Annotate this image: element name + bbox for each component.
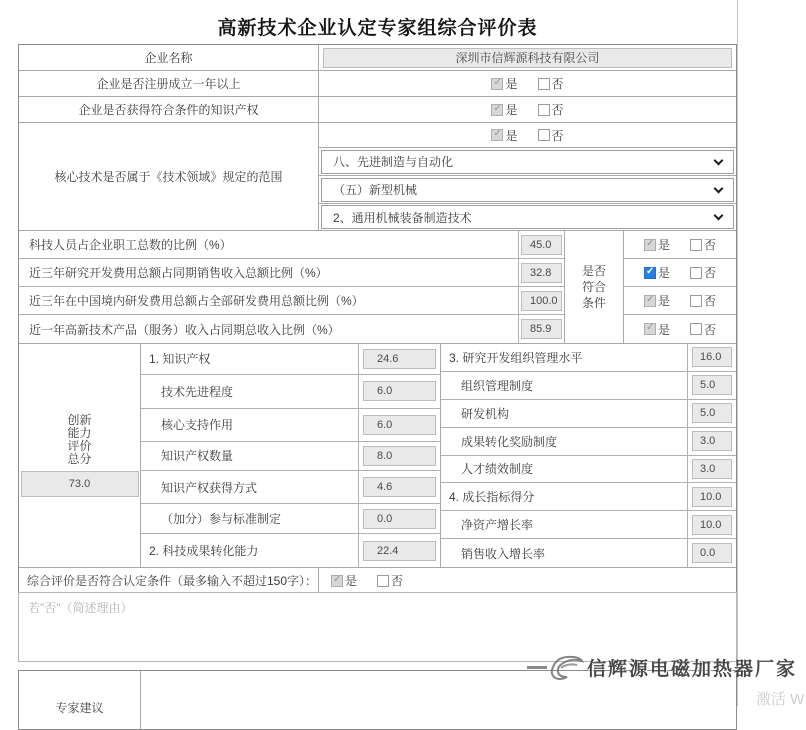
table-row bbox=[19, 97, 736, 123]
score-label: 销售收入增长率 bbox=[441, 539, 688, 567]
yes-checkbox[interactable] bbox=[644, 267, 656, 279]
ratio-value-field: 85.9 bbox=[521, 319, 562, 339]
watermark-dash bbox=[527, 666, 547, 669]
ratio-check-row bbox=[624, 315, 736, 343]
ratio-label: 近一年高新技术产品（服务）收入占同期总收入比例（%） bbox=[29, 322, 340, 337]
score-label: （加分）参与标准制定 bbox=[141, 504, 359, 533]
os-activation-watermark: 激活 W bbox=[756, 691, 805, 708]
yes-checkbox[interactable] bbox=[491, 78, 503, 90]
core-tech-row bbox=[19, 123, 736, 231]
merged-label-line: 符合 bbox=[581, 280, 606, 294]
score-label: 知识产权数量 bbox=[141, 442, 359, 471]
score-value-field: 3.0 bbox=[692, 459, 732, 479]
core-tech-yes-no-group bbox=[319, 127, 736, 144]
no-checkbox[interactable] bbox=[690, 323, 702, 335]
score-row bbox=[441, 400, 736, 428]
tech-field-row-3 bbox=[319, 204, 736, 230]
score-value-field: 22.4 bbox=[363, 541, 436, 561]
company-name-label: 企业名称 bbox=[19, 45, 319, 70]
final-evaluation-cell bbox=[319, 568, 736, 593]
score-value-field: 0.0 bbox=[692, 543, 732, 563]
no-label: 否 bbox=[704, 238, 717, 252]
final-evaluation-row bbox=[19, 568, 736, 593]
yes-label: 是 bbox=[345, 574, 358, 588]
yes-checkbox[interactable] bbox=[331, 575, 343, 587]
total-label-line: 创新 bbox=[67, 413, 92, 427]
final-yes-no-group bbox=[331, 572, 403, 589]
ratio-labels-values bbox=[19, 231, 564, 343]
page-title: 高新技术企业认定专家组综合评价表 bbox=[217, 18, 538, 39]
total-score-value: 73.0 bbox=[21, 471, 139, 497]
ratio-label: 近三年在中国境内研发费用总额占全部研发费用总额比例（%） bbox=[29, 294, 364, 308]
registered-cell bbox=[319, 71, 736, 96]
yes-label: 是 bbox=[505, 103, 518, 117]
no-label: 否 bbox=[704, 266, 717, 280]
tech-field-row-1 bbox=[319, 148, 736, 176]
tech-field-row-2 bbox=[319, 176, 736, 204]
score-label: 技术先进程度 bbox=[141, 375, 359, 408]
no-checkbox[interactable] bbox=[538, 78, 550, 90]
no-checkbox[interactable] bbox=[538, 104, 550, 116]
yes-label: 是 bbox=[505, 128, 518, 143]
score-row bbox=[441, 539, 736, 567]
score-label: 2. 科技成果转化能力 bbox=[141, 534, 359, 567]
score-label: 净资产增长率 bbox=[441, 511, 688, 538]
ip-label: 企业是否获得符合条件的知识产权 bbox=[19, 97, 319, 122]
ratio-checkboxes-column bbox=[624, 231, 736, 343]
ratio-row bbox=[19, 287, 564, 315]
ip-cell bbox=[319, 97, 736, 122]
ratio-row bbox=[19, 259, 564, 287]
no-checkbox[interactable] bbox=[690, 267, 702, 279]
no-label: 否 bbox=[391, 574, 404, 588]
score-label: 核心支持作用 bbox=[141, 409, 359, 441]
yes-checkbox[interactable] bbox=[644, 323, 656, 335]
score-label: 4. 成长指标得分 bbox=[441, 483, 688, 510]
score-row bbox=[441, 372, 736, 400]
ratio-value-field: 32.8 bbox=[521, 263, 562, 283]
core-tech-label: 核心技术是否属于《技术领域》规定的范围 bbox=[19, 123, 319, 230]
yes-no-group bbox=[644, 292, 716, 309]
score-label: 人才绩效制度 bbox=[441, 456, 688, 483]
yes-checkbox[interactable] bbox=[491, 104, 503, 116]
score-value-field: 6.0 bbox=[363, 381, 436, 401]
score-row bbox=[141, 442, 440, 472]
ratio-check-row bbox=[624, 231, 736, 259]
yes-label: 是 bbox=[657, 294, 670, 308]
score-value-field: 5.0 bbox=[692, 375, 732, 395]
company-name-cell bbox=[319, 45, 736, 70]
reason-textarea[interactable]: 若"否"（简述理由） bbox=[18, 592, 737, 662]
no-checkbox[interactable] bbox=[690, 295, 702, 307]
score-value-field: 0.0 bbox=[363, 509, 436, 529]
score-value-field: 3.0 bbox=[692, 431, 732, 451]
expert-suggestion-table bbox=[18, 670, 737, 730]
yes-label: 是 bbox=[657, 266, 670, 280]
score-label: 研发机构 bbox=[441, 400, 688, 427]
ratio-section bbox=[19, 231, 736, 344]
score-label: 成果转化奖励制度 bbox=[441, 428, 688, 455]
page-right-edge-line bbox=[737, 0, 738, 706]
score-section bbox=[19, 344, 736, 568]
meets-conditions-merged-label bbox=[564, 231, 624, 343]
score-row bbox=[441, 483, 736, 511]
yes-no-group bbox=[644, 321, 716, 338]
select-value: 八、先进制造与自动化 bbox=[333, 155, 454, 169]
score-row bbox=[441, 344, 736, 372]
score-value-field: 6.0 bbox=[363, 415, 436, 435]
chevron-down-icon bbox=[714, 211, 724, 221]
yes-no-group bbox=[644, 236, 716, 253]
ratio-value-field: 45.0 bbox=[521, 235, 562, 255]
chevron-down-icon bbox=[714, 155, 724, 165]
score-label: 组织管理制度 bbox=[441, 372, 688, 399]
score-value-field: 10.0 bbox=[692, 515, 732, 535]
score-right-column bbox=[441, 344, 736, 567]
score-row bbox=[441, 428, 736, 456]
no-checkbox[interactable] bbox=[377, 575, 389, 587]
yes-no-group bbox=[644, 264, 716, 281]
ratio-row bbox=[19, 315, 564, 343]
tech-field-select-level2[interactable] bbox=[321, 178, 734, 202]
yes-label: 是 bbox=[657, 322, 670, 337]
yes-checkbox[interactable] bbox=[491, 129, 503, 141]
score-row bbox=[141, 504, 440, 534]
evaluation-table bbox=[18, 44, 737, 594]
expert-suggestion-label: 专家建议 bbox=[55, 701, 104, 715]
score-value-field: 4.6 bbox=[363, 477, 436, 497]
select-value: 2、通用机械装备制造技术 bbox=[333, 210, 472, 225]
no-label: 否 bbox=[551, 77, 564, 91]
score-value-field: 10.0 bbox=[692, 487, 732, 507]
score-row bbox=[141, 471, 440, 504]
score-label: 知识产权获得方式 bbox=[141, 471, 359, 503]
score-value-field: 5.0 bbox=[692, 403, 732, 423]
ratio-row bbox=[19, 231, 564, 259]
ip-yes-no-group bbox=[319, 101, 736, 118]
ratio-label: 科技人员占企业职工总数的比例（%） bbox=[29, 238, 232, 252]
merged-label-line: 是否 bbox=[581, 264, 606, 278]
core-tech-yesno-row bbox=[319, 123, 736, 148]
score-value-field: 24.6 bbox=[363, 349, 436, 369]
watermark-text: 信辉源电磁加热器厂家 bbox=[587, 658, 798, 680]
score-row bbox=[141, 375, 440, 409]
score-value-field: 16.0 bbox=[692, 347, 732, 367]
score-value-field: 8.0 bbox=[363, 446, 436, 466]
score-label: 1. 知识产权 bbox=[141, 344, 359, 374]
no-label: 否 bbox=[704, 294, 717, 308]
score-label: 3. 研究开发组织管理水平 bbox=[441, 344, 688, 371]
score-row bbox=[141, 344, 440, 375]
score-row bbox=[141, 534, 440, 567]
chevron-down-icon bbox=[714, 183, 724, 193]
table-row bbox=[19, 71, 736, 97]
yes-label: 是 bbox=[505, 77, 518, 91]
yes-label: 是 bbox=[657, 238, 670, 252]
select-value: （五）新型机械 bbox=[333, 183, 418, 197]
no-checkbox[interactable] bbox=[538, 129, 550, 141]
no-label: 否 bbox=[704, 322, 717, 337]
score-row bbox=[141, 409, 440, 442]
expert-suggestion-label-cell bbox=[19, 671, 141, 729]
ratio-check-row bbox=[624, 287, 736, 315]
final-evaluation-label: 综合评价是否符合认定条件（最多输入不超过150字）： bbox=[19, 568, 319, 593]
ratio-value-field: 100.0 bbox=[521, 291, 562, 311]
company-name-field[interactable]: 深圳市信辉源科技有限公司 bbox=[323, 48, 732, 68]
ratio-label: 近三年研究开发费用总额占同期销售收入总额比例（%） bbox=[29, 266, 328, 280]
tech-field-select-level3[interactable] bbox=[321, 205, 734, 229]
registered-label: 企业是否注册成立一年以上 bbox=[19, 71, 319, 96]
total-score-label bbox=[67, 414, 91, 466]
no-label: 否 bbox=[551, 128, 564, 143]
expert-suggestion-input-cell[interactable] bbox=[141, 671, 736, 729]
yes-checkbox[interactable] bbox=[644, 239, 656, 251]
table-row bbox=[19, 45, 736, 71]
total-label-line: 能力 bbox=[67, 426, 92, 440]
score-left-column bbox=[141, 344, 441, 567]
total-label-line: 总分 bbox=[67, 452, 92, 466]
score-row bbox=[441, 511, 736, 539]
yes-checkbox[interactable] bbox=[644, 295, 656, 307]
score-row bbox=[441, 456, 736, 484]
merged-label-line: 条件 bbox=[581, 296, 606, 310]
total-label-line: 评价 bbox=[67, 439, 92, 453]
registered-yes-no-group bbox=[319, 75, 736, 92]
core-tech-right bbox=[319, 123, 736, 230]
ratio-check-row bbox=[624, 259, 736, 287]
tech-field-select-level1[interactable] bbox=[321, 150, 734, 174]
no-label: 否 bbox=[551, 103, 564, 117]
no-checkbox[interactable] bbox=[690, 239, 702, 251]
total-score-column bbox=[19, 344, 141, 567]
